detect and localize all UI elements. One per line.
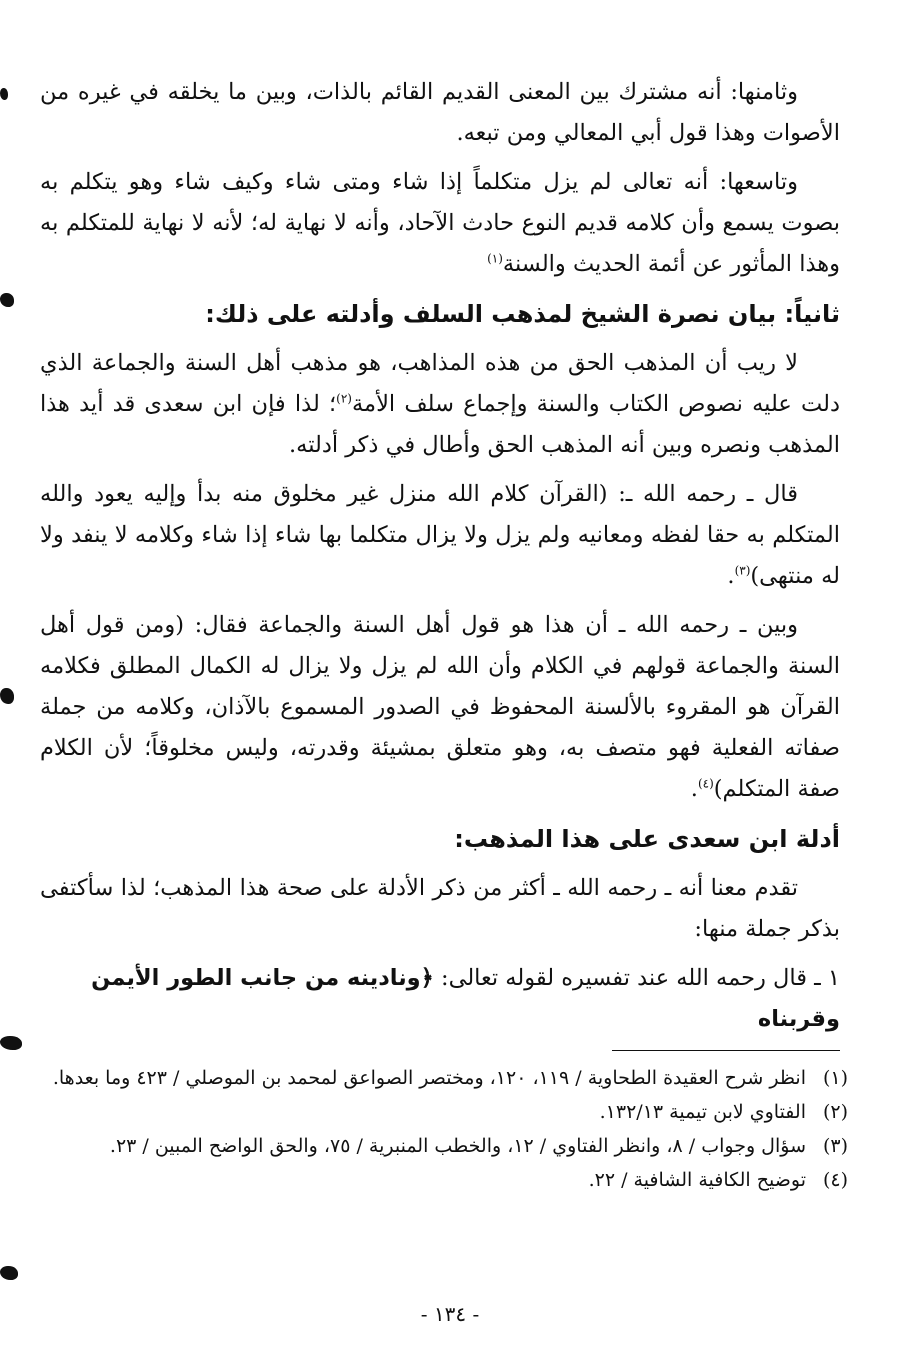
paragraph-end: .: [690, 776, 698, 802]
footnote-number: (٤): [822, 1169, 848, 1191]
paragraph-text-continued: ؛ لذا فإن ابن سعدى قد أيد هذا المذهب ونصره وبين أنه المذهب الحق وأطال في ذكر أدلته.: [40, 391, 840, 458]
footnote-number: (٢): [822, 1101, 848, 1123]
paragraph-end: .: [727, 563, 735, 589]
footnote-2: [52, 1096, 848, 1128]
paragraph-true-doctrine: [40, 343, 840, 466]
paragraph-ninth-view: [40, 162, 840, 285]
footnote-ref-1[interactable]: (١): [487, 251, 503, 266]
footnote-number: (١): [822, 1067, 848, 1089]
paragraph-evidence-intro: [40, 868, 840, 950]
item-text: ١ ـ قال رحمه الله عند تفسيره لقوله تعالى:: [433, 965, 840, 991]
quran-verse: ﴿ونادينه من جانب الطور الأيمن وقربناه: [91, 965, 840, 1032]
section-heading-support: ثانياً: بيان نصرة الشيخ لمذهب السلف وأدلته على ذلك:: [205, 300, 840, 328]
footnote-4: [52, 1164, 848, 1196]
scan-speck: [0, 293, 14, 307]
footnote-text: توضيح الكافية الشافية / ٢٢.: [588, 1169, 806, 1191]
footnotes: [52, 1062, 848, 1198]
footnote-text: انظر شرح العقيدة الطحاوية / ١١٩، ١٢٠، ومختصر الصواعق لمحمد بن الموصلي / ٤٢٣ وما بعدها.: [52, 1067, 806, 1089]
page-number: - ١٣٤ -: [420, 1302, 480, 1326]
paragraph-text: وبين ـ رحمه الله ـ أن هذا هو قول أهل السنة والجماعة فقال: (ومن قول أهل السنة والجماعة قولهم في الكلام وأن الله لم يزل ولا يزال له الكمال المطلق فكلامه القرآن هو المقروء بالألسنة المحفوظ في الصدور المسموع بالآذان، وكلامه من جملة صفاته الفعلية فهو متصف به، وهو متعلق بمشيئة وقدرته، وليس مخلوقاً؛ لأن الكلام صفة المتكلم): [40, 612, 840, 802]
paragraph-eighth-view: [40, 72, 840, 154]
scan-speck: [0, 88, 8, 100]
paragraph-text: وثامنها: أنه مشترك بين المعنى القديم القائم بالذات، وبين ما يخلقه في غيره من الأصوات وهذا قول أبي المعالي ومن تبعه.: [40, 79, 840, 146]
scan-speck: [0, 1036, 22, 1050]
footnote-text: سؤال وجواب / ٨، وانظر الفتاوي / ١٢، والخطب المنبرية / ٧٥، والحق الواضح المبين / ٢٣.: [109, 1135, 806, 1157]
footnote-number: (٣): [822, 1135, 848, 1157]
list-item-evidence-1: [40, 958, 840, 1040]
scan-speck: [0, 1266, 18, 1280]
paragraph-text: قال ـ رحمه الله ـ: (القرآن كلام الله منزل غير مخلوق منه بدأ وإليه يعود والله المتكلم به حقا لفظه ومعانيه ولم يزل ولا يزال متكلما بها شاء إذا شاء وكلامه لا ينفد ولا له منتهى): [40, 481, 840, 589]
paragraph-ahl-sunna: [40, 605, 840, 810]
paragraph-text: وتاسعها: أنه تعالى لم يزل متكلماً إذا شاء ومتى شاء وكيف شاء وهو يتكلم به بصوت يسمع وأن كلامه قديم النوع حادث الآحاد، وأنه لا نهاية له؛ لأنه لا نهاية للمتكلم به وهذا المأثور عن أئمة الحديث والسنة: [40, 169, 840, 277]
footnote-ref-3[interactable]: (٣): [734, 563, 751, 578]
paragraph-text: تقدم معنا أنه ـ رحمه الله ـ أكثر من ذكر الأدلة على صحة هذا المذهب؛ لذا سأكتفى بذكر جملة منها:: [40, 875, 840, 942]
scan-speck: [0, 688, 14, 704]
page-body: [40, 72, 840, 1046]
footnote-3: [52, 1130, 848, 1162]
footnote-ref-2[interactable]: (٢): [336, 391, 352, 406]
paragraph-text: لا ريب أن المذهب الحق من هذه المذاهب، هو مذهب أهل السنة والجماعة الذي دلت عليه نصوص الكتاب والسنة وإجماع سلف الأمة: [40, 350, 840, 417]
footnote-divider: [612, 1050, 840, 1051]
footnote-text: الفتاوي لابن تيمية ١٣٢/١٣.: [599, 1101, 806, 1123]
footnote-1: [52, 1062, 848, 1094]
paragraph-quote-quran: [40, 474, 840, 597]
section-heading-evidence: أدلة ابن سعدى على هذا المذهب:: [454, 825, 840, 853]
footnote-ref-4[interactable]: (٤): [697, 776, 714, 791]
